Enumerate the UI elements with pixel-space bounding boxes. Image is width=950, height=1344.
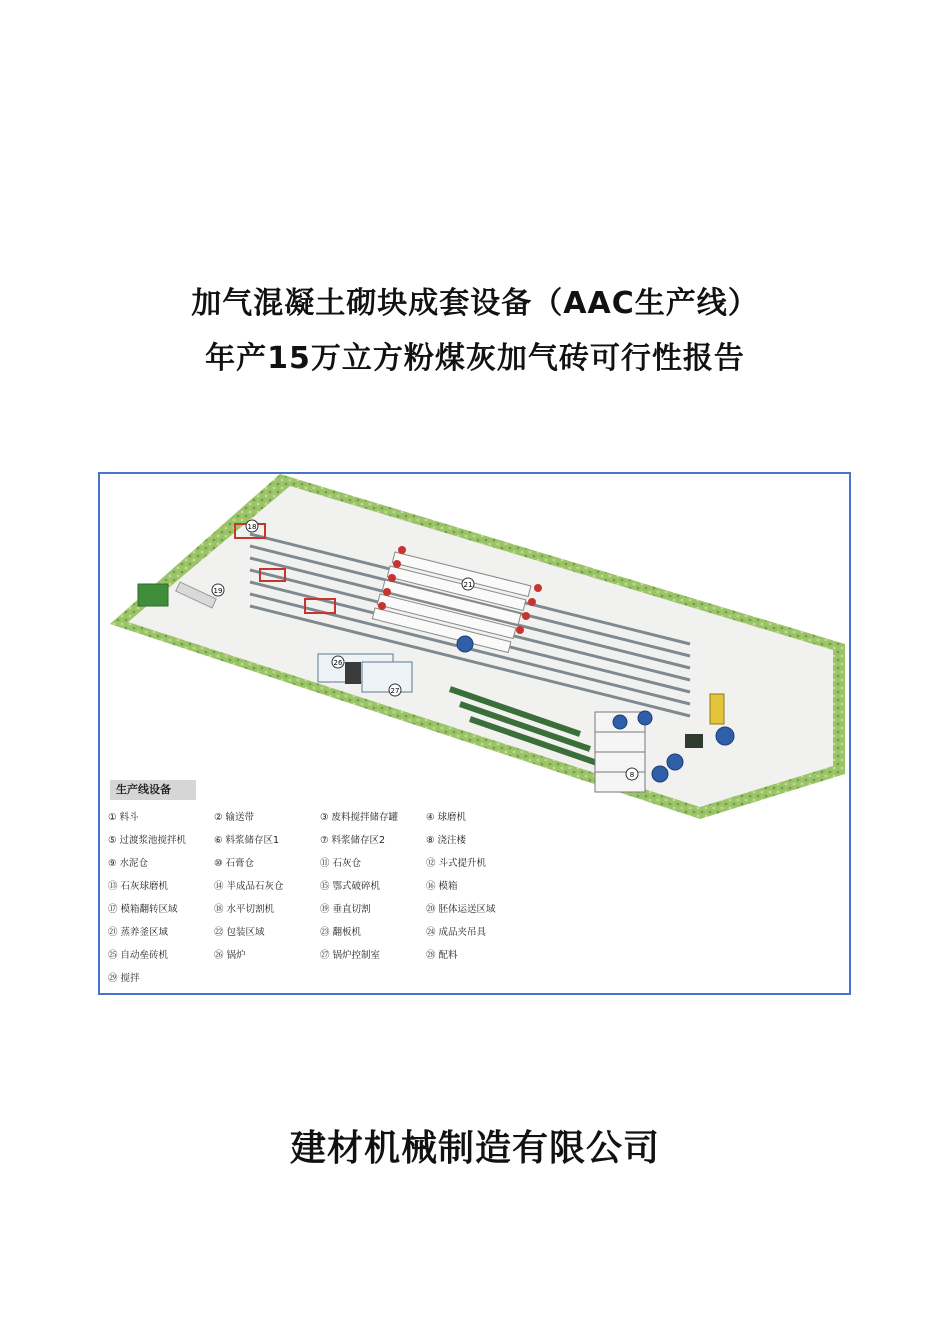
legend-item: ⑤ 过渡浆池搅拌机 [108, 835, 187, 846]
legend-item: ㉖ 锅炉 [214, 950, 246, 961]
equipment-legend [108, 810, 538, 987]
legend-item: ⑳ 胚体运送区域 [426, 904, 496, 915]
legend-item: ㉘ 配料 [426, 950, 458, 961]
plan-marker: 8 [629, 771, 635, 779]
legend-item: ⑬ 石灰球磨机 [108, 881, 169, 892]
plan-marker: 27 [390, 687, 400, 695]
company-name: 建材机械制造有限公司 [289, 1128, 660, 1169]
legend-item: ㉒ 包装区域 [214, 927, 265, 938]
legend-item: ⑧ 浇注楼 [426, 835, 467, 846]
legend-item: ⑰ 模箱翻转区域 [108, 904, 178, 915]
legend-item: ④ 球磨机 [426, 812, 467, 823]
plan-marker: 26 [333, 659, 343, 667]
legend-item: ⑩ 石膏仓 [214, 858, 255, 869]
legend-title: 生产线设备 [110, 780, 196, 800]
legend-item: ③ 废料搅拌储存罐 [320, 812, 399, 823]
legend-item: ⑥ 料浆储存区1 [214, 835, 280, 846]
legend-item: ② 输送带 [214, 812, 255, 823]
document-title-line-2: 年产15万立方粉煤灰加气砖可行性报告 [205, 341, 745, 376]
legend-item: ⑦ 料浆储存区2 [320, 835, 386, 846]
production-line-figure [98, 472, 851, 995]
legend-item: ① 料斗 [108, 812, 139, 823]
legend-item: ⑭ 半成品石灰仓 [214, 881, 284, 892]
site-floor [128, 486, 833, 807]
legend-item: ⑪ 石灰仓 [320, 858, 362, 869]
plan-marker: 21 [463, 581, 473, 589]
legend-item: ⑲ 垂直切割 [320, 904, 371, 915]
legend-item: ㉑ 蒸养釜区域 [108, 927, 169, 938]
plan-marker: 18 [247, 523, 257, 531]
legend-item: ㉔ 成品夹吊具 [426, 927, 487, 938]
legend-item: ⑨ 水泥仓 [108, 858, 149, 869]
document-title-line-1: 加气混凝土砌块成套设备（AAC生产线） [191, 286, 759, 321]
legend-item: ⑯ 模箱 [426, 881, 458, 892]
legend-item: ㉕ 自动垒砖机 [108, 950, 169, 961]
legend-item: ㉗ 锅炉控制室 [320, 950, 381, 961]
plan-marker: 19 [213, 587, 223, 595]
legend-item: ㉓ 翻板机 [320, 927, 362, 938]
legend-item: ⑱ 水平切割机 [214, 904, 275, 915]
legend-item: ⑫ 斗式提升机 [426, 858, 487, 869]
legend-item: ㉙ 搅拌 [108, 973, 140, 984]
legend-item: ⑮ 鄂式破碎机 [320, 881, 381, 892]
